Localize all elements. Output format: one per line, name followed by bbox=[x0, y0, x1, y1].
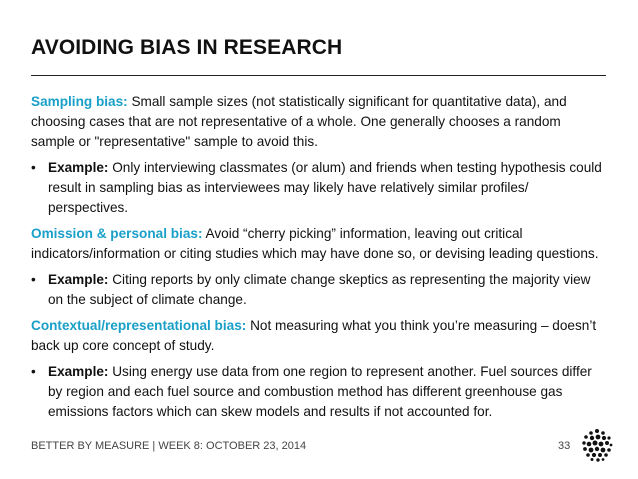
slide-body bbox=[31, 92, 606, 428]
example-text: Citing reports by only climate change skeptics as representing the majority view on the subject of climate change. bbox=[48, 272, 591, 307]
bullet-icon: • bbox=[31, 272, 36, 287]
slide-title: AVOIDING BIAS IN RESEARCH bbox=[31, 36, 343, 59]
example-text: Using energy use data from one region to represent another. Fuel sources differ by region and each fuel source and combustion method has different greenhouse gas emissions factors which can skew models and results if not accounted for. bbox=[48, 364, 592, 419]
sampling-bias-example bbox=[31, 158, 606, 218]
omission-bias-text: Avoid “cherry picking” information, leaving out critical indicators/information or citing studies which may have done so, or devising leading questions. bbox=[31, 226, 599, 261]
omission-bias-paragraph bbox=[31, 224, 606, 264]
sampling-bias-paragraph bbox=[31, 92, 606, 152]
title-divider bbox=[31, 75, 606, 76]
bullet-icon: • bbox=[31, 364, 36, 379]
page-number: 33 bbox=[558, 440, 571, 452]
contextual-bias-text: Not measuring what you think you’re measuring – doesn’t back up core concept of study. bbox=[31, 318, 597, 353]
footer-text: BETTER BY MEASURE | WEEK 8: OCTOBER 23, 2014 bbox=[31, 440, 307, 452]
dotted-globe-logo-icon bbox=[580, 428, 614, 462]
sampling-bias-term: Sampling bias: bbox=[31, 94, 128, 109]
contextual-bias-paragraph bbox=[31, 316, 606, 356]
example-label: Example: bbox=[48, 272, 109, 287]
omission-bias-term: Omission & personal bias: bbox=[31, 226, 203, 241]
example-label: Example: bbox=[48, 160, 109, 175]
contextual-bias-term: Contextual/representational bias: bbox=[31, 318, 247, 333]
example-text: Only interviewing classmates (or alum) and friends when testing hypothesis could result in sampling bias as interviewees may likely have relatively similar profiles/ perspectives. bbox=[48, 160, 602, 215]
example-label: Example: bbox=[48, 364, 109, 379]
contextual-bias-example bbox=[31, 362, 606, 422]
omission-bias-example bbox=[31, 270, 606, 310]
bullet-icon: • bbox=[31, 160, 36, 175]
sampling-bias-text: Small sample sizes (not statistically significant for quantitative data), and choosing cases that are not representative of a whole. One generally chooses a random sample or "representative" sample to avoid this. bbox=[31, 94, 567, 149]
